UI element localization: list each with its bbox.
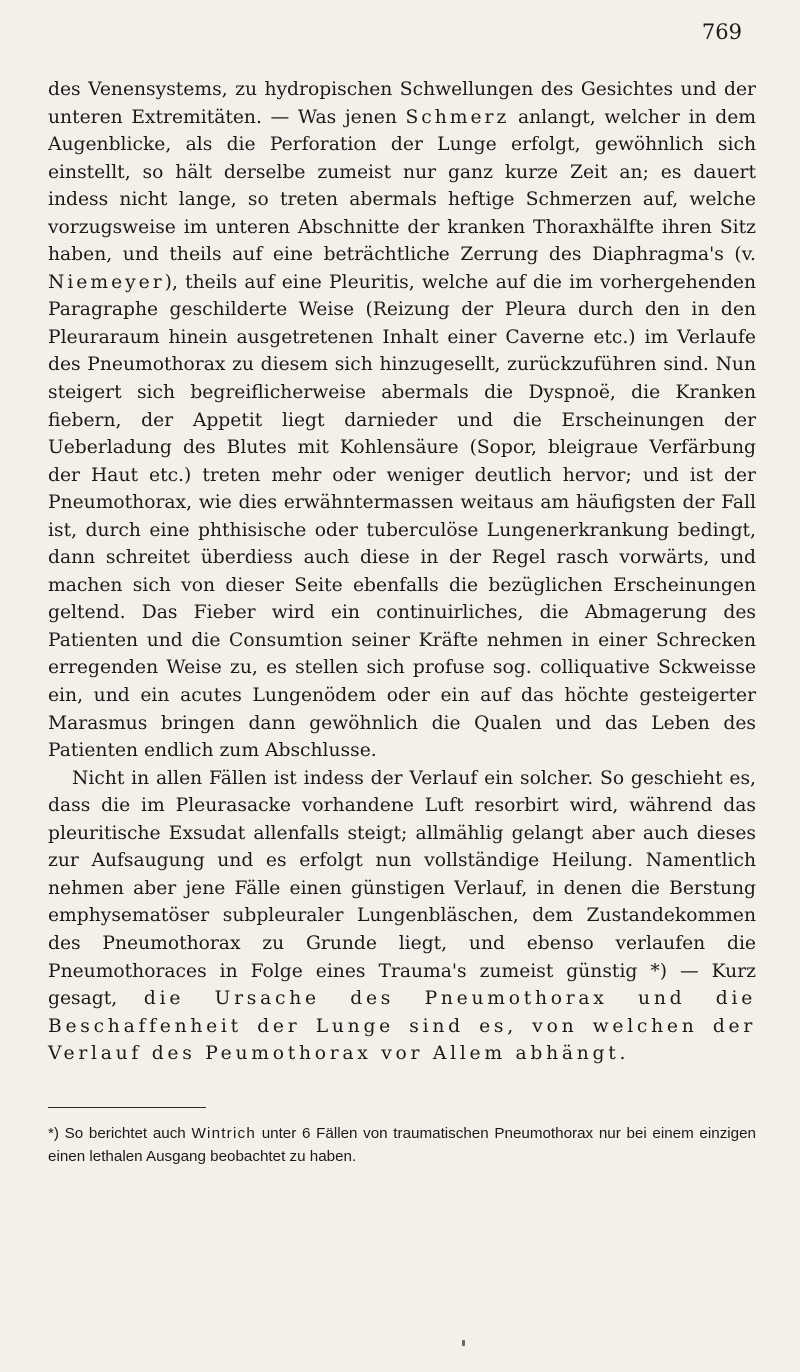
paragraph-1-text-a: des Venensystems, zu hydropischen Schwellungen des Gesichtes und der unteren Extremitäten. — Was jenen bbox=[48, 79, 756, 128]
footnote-marker: *) bbox=[650, 960, 667, 982]
paragraph-1-text-c: ), theils auf eine Pleuritis, welche auf die im vorhergehenden Paragraphe geschilderte Weise (Reizung der Pleura durch den in den Pleuraraum hinein ausgetretenen Inhalt einer Caverne etc.) im Verlaufe des Pneumothorax zu diesem sich hinzugesellt, zurückzuführen sind. Nun steigert sich begreiflicherweise abermals die Dyspnoë, die Kranken fiebern, der Appetit liegt darnieder und die Erscheinungen der Ueberladung des Blutes mit Kohlensäure (Sopor, bleigraue Verfärbung der Haut etc.) treten mehr oder weniger deutlich hervor; und ist der Pneumothorax, wie dies erwähntermassen weitaus am häufigsten der Fall ist, durch eine phthisische oder tuberculöse Lungenerkrankung bedingt, dann schreitet überdiess auch diese in der Regel rasch vorwärts, und machen sich von dieser Seite ebenfalls die bezüglichen Erscheinungen geltend. Das Fieber wird ein continuirliches, die Abmagerung des Patienten und die Consumtion seiner Kräfte nehmen in einer Schrecken erregenden Weise zu, es stellen sich profuse sog. colliquative Sckweisse ein, und ein acutes Lungenödem oder ein auf das höchte gesteigerter Marasmus bringen dann gewöhnlich die Qualen und das Leben des Patienten endlich zum Abschlusse. bbox=[48, 271, 756, 762]
body-text bbox=[48, 76, 756, 1068]
emphasis-conclusion: die Ursache des Pneumothorax und die Beschaffenheit der Lunge sind es, von welchen der Verlauf des Peumothorax vor Allem abhängt. bbox=[48, 988, 757, 1065]
emphasis-schmerz: Schmerz bbox=[405, 106, 510, 128]
page-number: 769 bbox=[701, 20, 742, 44]
paragraph-1 bbox=[48, 76, 756, 765]
paragraph-1-text-b: anlangt, welcher in dem Augenblicke, als die Perforation der Lunge erfolgt, gewöhnlich sich einstellt, so hält derselbe zumeist nur ganz kurze Zeit an; es dauert indess nicht lange, so treten abermals heftige Schmerzen auf, welche vorzugsweise im unteren Abschnitte der kranken Thoraxhälfte ihren Sitz haben, und theils auf eine beträchtliche Zerrung des Diaphragma's (v. bbox=[48, 106, 756, 266]
emphasis-niemeyer: Niemeyer bbox=[48, 271, 165, 293]
paragraph-2-text-a: Nicht in allen Fällen ist indess der Verlauf ein solcher. So geschieht es, dass die im Pleurasacke vorhandene Luft resorbirt wird, während das pleuritische Exsudat allenfalls steigt; allmählig gelangt aber auch dieses zur Aufsaugung und es erfolgt nun vollständige Heilung. Namentlich nehmen aber jene Fälle einen günstigen Verlauf, in denen die Berstung emphysematöser subpleuraler Lungenbläschen, dem Zustandekommen des Pneumothorax zu Grunde liegt, und ebenso verlaufen die Pneumothoraces in Folge eines Trauma's zumeist günstig bbox=[48, 767, 756, 982]
emphasis-wintrich: Wintrich bbox=[191, 1125, 257, 1142]
paragraph-2-text-b: — Kurz gesagt, bbox=[48, 960, 756, 1010]
footnote bbox=[48, 1122, 756, 1168]
paper-speck bbox=[462, 1340, 465, 1346]
footnote-marker-bottom: *) bbox=[48, 1125, 59, 1142]
footnote-rule bbox=[48, 1107, 206, 1108]
footnote-text-b: unter 6 Fällen von traumatischen Pneumothorax nur bei einem einzigen einen lethalen Ausgang beobachtet zu haben. bbox=[48, 1125, 757, 1165]
footnote-text-a: So berichtet auch bbox=[58, 1125, 192, 1142]
paragraph-2 bbox=[48, 765, 756, 1068]
